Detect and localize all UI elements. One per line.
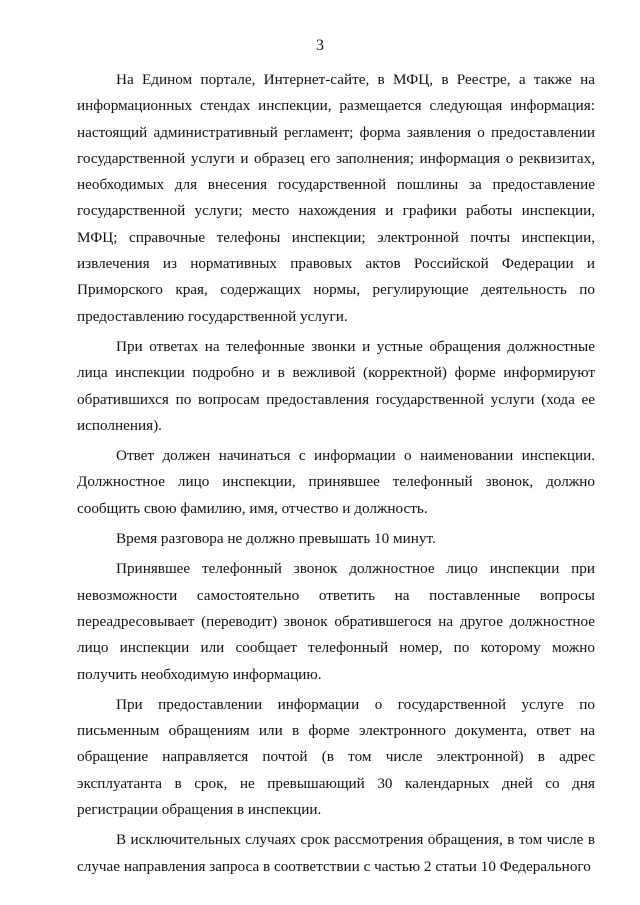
paragraph-answer-start: Ответ должен начинаться с информации о наименовании инспекции. Должностное лицо инспекции, принявшее телефонный звонок, должно сообщить свою фамилию, имя, отчество и должность. [77, 447, 595, 517]
paragraph-info-placement: На Едином портале, Интернет-сайте, в МФЦ, в Реестре, а также на информационных стендах инспекции, размещается следующая информация: настоящий административный регламент; форма заявления о предоставлении государственной услуги и образец его заполнения; информация о реквизитах, необходимых для внесения государственной пошлины за предоставление государственной услуги; место нахождения и графики работы инспекции, МФЦ; справочные телефоны инспекции; электронной почты инспекции, извлечения из нормативных правовых актов Российской Федерации и Приморского края, содержащих нормы, регулирующие деятельность по предоставлению государственной услуги. [77, 71, 595, 325]
paragraph-phone-answers: При ответах на телефонные звонки и устные обращения должностные лица инспекции подробно и в вежливой (корректной) форме информируют обратившихся по вопросам предоставления государственной услуги (хода ее исполнения). [77, 337, 595, 434]
page-number: 3 [316, 37, 324, 54]
paragraph-exceptional-cases: В исключительных случаях срок рассмотрения обращения, в том числе в случае направления запроса в соответствии с частью 2 статьи 10 Федерального [77, 831, 595, 875]
paragraph-written-requests: При предоставлении информации о государственной услуге по письменным обращениям или в форме электронного документа, ответ на обращение направляется почтой (в том числе электронной) в адрес эксплуатанта в срок, не превышающий 30 календарных дней со дня регистрации обращения в инспекции. [77, 695, 595, 819]
paragraph-call-redirect: Принявшее телефонный звонок должностное лицо инспекции при невозможности самостоятельно ответить на поставленные вопросы переадресовывает (переводит) звонок обратившегося на другое должностное лицо инспекции или сообщает телефонный номер, по которому можно получить необходимую информацию. [77, 560, 595, 683]
paragraph-call-duration: Время разговора не должно превышать 10 минут. [116, 530, 436, 548]
document-body [77, 67, 595, 884]
